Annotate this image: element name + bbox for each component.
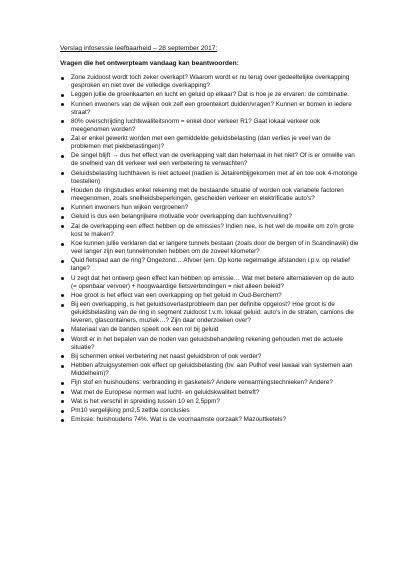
- list-item: Wat met de Europese normen wat lucht- en geluidskwaliteit betreft?: [60, 389, 360, 397]
- list-item: Zone zuidoost wordt toch zeker overkapt? Waarom wordt er nu terug over gedeeltelijke overkapping gesproken en niet over de volledige overkapping?: [60, 74, 360, 90]
- list-item: Bij schermen enkel verbetering net naast geluidsbron of ook verder?: [60, 353, 360, 361]
- list-item: U zegt dat het ontwerp geen effect kan hebben op emissie… Wat met betere alternatieven op de auto (= openbaar vervoer) + hoogwaardige fietsverbindingen = niet alleen beleid?: [60, 275, 360, 291]
- list-item: Emissie: huishoudens 74%. Wat is de voornaamste oorzaak? Mazouttketels?: [60, 416, 360, 424]
- list-item: De singel blijft → dus het effect van de overkapping valt dan helemaal in het niet? Of is er omwille van de snelheid van dit verkeer wel een verbetering te verwachten?: [60, 152, 360, 168]
- document-title: Verslag infosessie leefbaarheid – 28 september 2017:: [60, 45, 218, 52]
- list-item: Hebben afzuigsystemen ook effect op geluidsbelasting (bv. aan Pulhof veel lawaai van systemen aan Middelheim)?: [60, 362, 360, 378]
- list-item: Wordt er in het bepalen van de noden van geluidsbehandeling rekening gehouden met de actuele situatie?: [60, 336, 360, 352]
- list-item: Koe kunnen jullie verklaren dat er langere tunnels bestaan (zoals door de bergen of in Scandinavië) die veel langer zijn een tunnelmonden hebben om de zoveel kilometer?: [60, 240, 360, 256]
- question-list: [60, 74, 360, 424]
- list-item: Kunnen inwoners hun wijken vergroenen?: [60, 204, 360, 212]
- list-item: Quid fietspad aan de ring? Ongezond… Afvoer (em. Op korte regelmatige afstanden i.p.v. op relatief lange?: [60, 257, 360, 273]
- list-item: Fijn stof en huishoudens: verbranding in gasketels? Andere verwarmingstechnieken? Andere?: [60, 379, 360, 387]
- list-item: Geluid is dus een belangrijkere motivatie voor overkapping dan luchtvervuiling?: [60, 213, 360, 221]
- list-item: Zal er enkel gewerkt worden met een gemiddelde geluidsbelasting (dan verlies je veel van de problemen met piekbelastingen)?: [60, 135, 360, 151]
- list-item: Bij een overkapping, is het geluidsoverlastprobleem dan per definitie opgelost? Hoe groot is de geluidsbelasting van de ring in segment zuidoost t.v.m. lokaal geluid: auto's in de straten, camions die leveren, glascontainers, muziek…? Zijn daar onderzoeken over?: [60, 301, 360, 325]
- list-item: Wat is het verschil in spreiding tussen 10 en 2,5ppm?: [60, 398, 360, 406]
- document-subtitle: Vragen die het ontwerpteam vandaag kan beantwoorden:: [60, 60, 239, 67]
- list-item: Pm10 vergelijking pm2,5 zelfde conclusies: [60, 407, 360, 415]
- list-item: 80% overschrijding luchtkwaliteitsnorm = enkel door verkeer R1? Gaat lokaal verkeer ook meegenomen worden?: [60, 118, 360, 134]
- list-item: Materiaal van de banden speelt ook een rol bij geluid: [60, 326, 360, 334]
- list-item: Zal de overkapping een effect hebben op de emissies? Indien nee, is het wel de moeite om zo'n grote kost te maken?: [60, 223, 360, 239]
- list-item: Houden de ringstudies enkel rekening met de bestaande situatie of worden ook variabele factoren meegenomen, zoals snelheidsbeperkingen, gescheiden verkeer en elektrificatie auto's?: [60, 187, 360, 203]
- list-item: Geluidsbelasting luchthaven is niet actueel (nadien is Jetairenbijgekomen met af en toe ook 4-motorige toestellen): [60, 170, 360, 186]
- list-item: Hoe groot is het effect van een overkapping op het geluid in Oud-Berchem?: [60, 292, 360, 300]
- list-item: Kunnen inwoners van de wijken ook zelf een groentekort duiden/vragen? Kunnen er bomen in iedere straat?: [60, 101, 360, 117]
- list-item: Leggen jullie de groenkaarten en lucht en geluid op elkaar? Dat is hoe je ze ervaren: de combinatie.: [60, 91, 360, 99]
